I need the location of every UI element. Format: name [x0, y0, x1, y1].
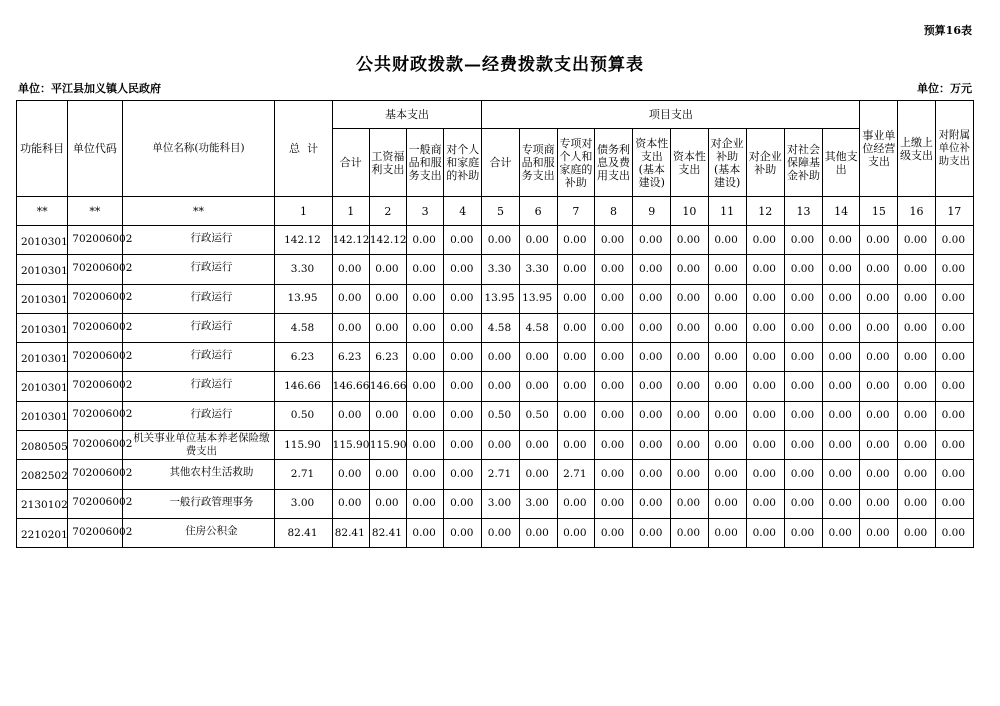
amount-value: 0.00: [332, 313, 369, 342]
amount-value: 0.00: [633, 460, 671, 489]
amount-value: 82.41: [369, 518, 406, 547]
column-index-cell: 8: [594, 197, 632, 226]
amount-value: 0.00: [369, 460, 406, 489]
subheader-cell: 合计: [482, 129, 519, 197]
amount-value: 0.00: [708, 343, 746, 372]
amount-value: 0.00: [671, 226, 708, 255]
column-index-cell: 11: [708, 197, 746, 226]
currency-unit: 单位：万元: [917, 82, 972, 95]
amount-value: 0.00: [407, 518, 444, 547]
amount-value: 4.58: [482, 313, 519, 342]
amount-value: 146.66: [369, 372, 406, 401]
amount-value: 0.00: [557, 343, 594, 372]
amount-value: 0.00: [407, 489, 444, 518]
amount-value: 0.00: [746, 255, 784, 284]
column-index-cell: 9: [633, 197, 671, 226]
unit-name: 其他农村生活救助: [122, 460, 275, 489]
amount-value: 0.00: [633, 284, 671, 313]
unit-code: 702006002: [68, 460, 122, 489]
amount-value: 0.00: [594, 460, 632, 489]
amount-value: 0.00: [746, 431, 784, 460]
subheader-cell: 专项商品和服务支出: [519, 129, 557, 197]
amount-value: 0.00: [633, 255, 671, 284]
amount-value: 0.00: [369, 489, 406, 518]
column-index-cell: 4: [444, 197, 482, 226]
amount-value: 0.00: [444, 313, 482, 342]
table-row: [17, 255, 974, 284]
amount-value: 0.00: [823, 489, 860, 518]
amount-value: 0.00: [708, 255, 746, 284]
amount-value: 0.00: [784, 401, 822, 430]
unit-name: 住房公积金: [122, 518, 275, 547]
amount-value: 0.00: [633, 401, 671, 430]
amount-value: 0.00: [708, 431, 746, 460]
amount-value: 0.00: [823, 343, 860, 372]
amount-value: 0.00: [332, 489, 369, 518]
amount-value: 0.00: [823, 255, 860, 284]
table-row: [17, 343, 974, 372]
column-index-cell: 15: [860, 197, 898, 226]
amount-value: 0.00: [860, 343, 898, 372]
amount-value: 0.00: [784, 255, 822, 284]
amount-value: 0.00: [898, 518, 935, 547]
amount-value: 0.00: [633, 489, 671, 518]
amount-value: 0.00: [935, 489, 973, 518]
amount-value: 0.00: [823, 226, 860, 255]
subheader-cell: 其他支出: [823, 129, 860, 197]
amount-value: 0.00: [557, 255, 594, 284]
func-subject-code: 2130102: [17, 489, 68, 518]
amount-value: 0.00: [860, 489, 898, 518]
func-subject-code: 2010301: [17, 226, 68, 255]
amount-value: 0.00: [633, 518, 671, 547]
amount-value: 0.00: [482, 431, 519, 460]
amount-value: 0.00: [482, 372, 519, 401]
total-value: 142.12: [275, 226, 332, 255]
column-index-cell: 16: [898, 197, 935, 226]
amount-value: 0.50: [482, 401, 519, 430]
amount-value: 142.12: [369, 226, 406, 255]
amount-value: 0.00: [633, 372, 671, 401]
amount-value: 0.00: [708, 489, 746, 518]
amount-value: 0.00: [784, 489, 822, 518]
amount-value: 0.00: [746, 460, 784, 489]
func-subject-code: 2082502: [17, 460, 68, 489]
func-subject-code: 2010301: [17, 401, 68, 430]
amount-value: 4.58: [519, 313, 557, 342]
amount-value: 0.00: [823, 431, 860, 460]
column-index-cell: 12: [746, 197, 784, 226]
amount-value: 0.00: [671, 518, 708, 547]
total-value: 82.41: [275, 518, 332, 547]
amount-value: 0.00: [407, 226, 444, 255]
header-basic-expenditure: 基本支出: [332, 101, 482, 129]
total-value: 13.95: [275, 284, 332, 313]
amount-value: 0.00: [519, 518, 557, 547]
amount-value: 0.00: [860, 518, 898, 547]
amount-value: 0.00: [935, 431, 973, 460]
table-row: [17, 284, 974, 313]
amount-value: 0.00: [594, 518, 632, 547]
amount-value: 0.00: [898, 226, 935, 255]
amount-value: 0.00: [594, 401, 632, 430]
amount-value: 146.66: [332, 372, 369, 401]
amount-value: 0.00: [369, 255, 406, 284]
amount-value: 0.00: [898, 284, 935, 313]
unit-name: 行政运行: [122, 372, 275, 401]
unit-name: 行政运行: [122, 226, 275, 255]
amount-value: 0.00: [898, 372, 935, 401]
subheader-cell: 债务利息及费用支出: [594, 129, 632, 197]
amount-value: 0.00: [898, 431, 935, 460]
amount-value: 0.00: [444, 343, 482, 372]
unit-code: 702006002: [68, 372, 122, 401]
amount-value: 13.95: [519, 284, 557, 313]
amount-value: 0.00: [860, 226, 898, 255]
unit-code: 702006002: [68, 313, 122, 342]
amount-value: 0.00: [746, 313, 784, 342]
unit-code: 702006002: [68, 343, 122, 372]
amount-value: 0.00: [369, 284, 406, 313]
amount-value: 0.00: [671, 284, 708, 313]
amount-value: 0.00: [823, 460, 860, 489]
column-index-cell: **: [17, 197, 68, 226]
unit-code: 702006002: [68, 284, 122, 313]
amount-value: 0.00: [671, 489, 708, 518]
amount-value: 0.00: [746, 401, 784, 430]
amount-value: 0.00: [823, 401, 860, 430]
amount-value: 3.00: [519, 489, 557, 518]
amount-value: 0.00: [935, 401, 973, 430]
amount-value: 0.00: [935, 284, 973, 313]
column-index-cell: 13: [784, 197, 822, 226]
page-title: 公共财政拨款—经费拨款支出预算表: [356, 55, 644, 75]
amount-value: 0.00: [784, 313, 822, 342]
amount-value: 0.00: [519, 226, 557, 255]
amount-value: 0.00: [708, 401, 746, 430]
amount-value: 0.00: [860, 313, 898, 342]
amount-value: 0.00: [444, 431, 482, 460]
func-subject-code: 2010301: [17, 255, 68, 284]
amount-value: 0.00: [860, 460, 898, 489]
amount-value: 0.00: [594, 372, 632, 401]
unit-name: 一般行政管理事务: [122, 489, 275, 518]
amount-value: 0.00: [444, 255, 482, 284]
func-subject-code: 2080505: [17, 431, 68, 460]
func-subject-code: 2010301: [17, 372, 68, 401]
header-biz-ops-expenditure: 事业单位经营支出: [860, 101, 898, 197]
header-remit-expenditure: 上缴上级支出: [898, 101, 935, 197]
amount-value: 0.00: [746, 226, 784, 255]
header-unit-code: 单位代码: [68, 101, 122, 197]
amount-value: 0.00: [557, 372, 594, 401]
header-project-expenditure: 项目支出: [482, 101, 860, 129]
amount-value: 115.90: [369, 431, 406, 460]
column-index-cell: **: [68, 197, 122, 226]
amount-value: 0.00: [407, 284, 444, 313]
amount-value: 13.95: [482, 284, 519, 313]
amount-value: 0.00: [935, 255, 973, 284]
amount-value: 0.00: [332, 401, 369, 430]
amount-value: 0.00: [633, 226, 671, 255]
header-unit-name: 单位名称(功能科目): [122, 101, 275, 197]
column-index-cell: 5: [482, 197, 519, 226]
amount-value: 0.00: [594, 226, 632, 255]
amount-value: 0.00: [594, 255, 632, 284]
unit-code: 702006002: [68, 255, 122, 284]
column-index-cell: 14: [823, 197, 860, 226]
amount-value: 0.00: [860, 372, 898, 401]
form-number: 预算16表: [923, 24, 972, 37]
amount-value: 0.00: [784, 372, 822, 401]
amount-value: 0.00: [784, 284, 822, 313]
amount-value: 0.00: [860, 255, 898, 284]
amount-value: 2.71: [557, 460, 594, 489]
amount-value: 0.00: [407, 431, 444, 460]
amount-value: 0.00: [746, 343, 784, 372]
amount-value: 0.00: [898, 401, 935, 430]
amount-value: 82.41: [332, 518, 369, 547]
amount-value: 0.00: [557, 401, 594, 430]
unit-code: 702006002: [68, 401, 122, 430]
amount-value: 0.00: [898, 343, 935, 372]
amount-value: 0.00: [746, 489, 784, 518]
amount-value: 0.00: [519, 372, 557, 401]
amount-value: 0.00: [860, 431, 898, 460]
amount-value: 0.00: [407, 372, 444, 401]
amount-value: 0.00: [519, 431, 557, 460]
reporting-unit: 单位：平江县加义镇人民政府: [18, 82, 161, 95]
total-value: 3.00: [275, 489, 332, 518]
unit-code: 702006002: [68, 489, 122, 518]
func-subject-code: 2010301: [17, 313, 68, 342]
amount-value: 0.00: [935, 313, 973, 342]
column-index-cell: 10: [671, 197, 708, 226]
func-subject-code: 2210201: [17, 518, 68, 547]
table-row: [17, 401, 974, 430]
column-index-cell: **: [122, 197, 275, 226]
amount-value: 0.00: [784, 460, 822, 489]
amount-value: 0.00: [633, 431, 671, 460]
amount-value: 0.00: [671, 343, 708, 372]
total-value: 6.23: [275, 343, 332, 372]
amount-value: 0.00: [482, 343, 519, 372]
column-index-cell: 17: [935, 197, 973, 226]
amount-value: 0.00: [746, 518, 784, 547]
subheader-cell: 对社会保障基金补助: [784, 129, 822, 197]
table-row: [17, 226, 974, 255]
amount-value: 0.00: [935, 226, 973, 255]
amount-value: 0.00: [557, 284, 594, 313]
amount-value: 0.00: [784, 518, 822, 547]
subheader-cell: 资本性支出(基本建设): [633, 129, 671, 197]
total-value: 0.50: [275, 401, 332, 430]
amount-value: 0.00: [332, 284, 369, 313]
table-row: [17, 460, 974, 489]
amount-value: 142.12: [332, 226, 369, 255]
column-index-cell: 1: [332, 197, 369, 226]
amount-value: 0.00: [898, 313, 935, 342]
amount-value: 0.00: [746, 372, 784, 401]
subheader-cell: 对个人和家庭的补助: [444, 129, 482, 197]
amount-value: 0.00: [671, 431, 708, 460]
amount-value: 0.00: [332, 255, 369, 284]
amount-value: 0.00: [935, 518, 973, 547]
total-value: 4.58: [275, 313, 332, 342]
amount-value: 0.00: [671, 313, 708, 342]
subheader-cell: 对企业补助: [746, 129, 784, 197]
unit-code: 702006002: [68, 518, 122, 547]
budget-table: [16, 100, 974, 548]
amount-value: 0.00: [407, 343, 444, 372]
amount-value: 0.00: [557, 226, 594, 255]
amount-value: 0.00: [407, 401, 444, 430]
column-index-cell: 6: [519, 197, 557, 226]
unit-name: 行政运行: [122, 284, 275, 313]
amount-value: 0.50: [519, 401, 557, 430]
header-total: 总 计: [275, 101, 332, 197]
amount-value: 0.00: [860, 284, 898, 313]
amount-value: 0.00: [708, 372, 746, 401]
total-value: 3.30: [275, 255, 332, 284]
amount-value: 0.00: [708, 313, 746, 342]
amount-value: 0.00: [482, 226, 519, 255]
amount-value: 0.00: [671, 460, 708, 489]
amount-value: 3.00: [482, 489, 519, 518]
unit-code: 702006002: [68, 226, 122, 255]
amount-value: 0.00: [935, 460, 973, 489]
subheader-cell: 一般商品和服务支出: [407, 129, 444, 197]
amount-value: 0.00: [823, 518, 860, 547]
amount-value: 0.00: [708, 460, 746, 489]
amount-value: 0.00: [557, 489, 594, 518]
table-row: [17, 489, 974, 518]
column-index-cell: 2: [369, 197, 406, 226]
amount-value: 0.00: [671, 372, 708, 401]
amount-value: 2.71: [482, 460, 519, 489]
amount-value: 0.00: [557, 313, 594, 342]
amount-value: 0.00: [332, 460, 369, 489]
amount-value: 0.00: [519, 460, 557, 489]
header-subsidiary-subsidy: 对附属单位补助支出: [935, 101, 973, 197]
amount-value: 0.00: [594, 313, 632, 342]
amount-value: 0.00: [898, 460, 935, 489]
total-value: 146.66: [275, 372, 332, 401]
amount-value: 0.00: [708, 226, 746, 255]
subheader-cell: 专项对个人和家庭的补助: [557, 129, 594, 197]
table-row: [17, 372, 974, 401]
column-index-cell: 3: [407, 197, 444, 226]
amount-value: 0.00: [784, 343, 822, 372]
column-index-cell: 1: [275, 197, 332, 226]
amount-value: 0.00: [407, 460, 444, 489]
amount-value: 0.00: [407, 313, 444, 342]
unit-name: 行政运行: [122, 255, 275, 284]
amount-value: 0.00: [444, 372, 482, 401]
amount-value: 0.00: [935, 343, 973, 372]
amount-value: 0.00: [633, 343, 671, 372]
amount-value: 0.00: [594, 343, 632, 372]
amount-value: 115.90: [332, 431, 369, 460]
unit-code: 702006002: [68, 431, 122, 460]
amount-value: 6.23: [332, 343, 369, 372]
amount-value: 0.00: [482, 518, 519, 547]
amount-value: 0.00: [557, 431, 594, 460]
unit-name: 行政运行: [122, 313, 275, 342]
amount-value: 0.00: [444, 226, 482, 255]
subheader-cell: 资本性支出: [671, 129, 708, 197]
amount-value: 0.00: [444, 401, 482, 430]
total-value: 115.90: [275, 431, 332, 460]
subheader-cell: 对企业补助(基本建设): [708, 129, 746, 197]
amount-value: 0.00: [369, 401, 406, 430]
amount-value: 0.00: [369, 313, 406, 342]
amount-value: 0.00: [671, 255, 708, 284]
amount-value: 0.00: [594, 489, 632, 518]
amount-value: 0.00: [444, 489, 482, 518]
amount-value: 0.00: [898, 255, 935, 284]
amount-value: 0.00: [671, 401, 708, 430]
table-row: [17, 431, 974, 460]
amount-value: 0.00: [519, 343, 557, 372]
amount-value: 0.00: [594, 284, 632, 313]
subheader-cell: 合计: [332, 129, 369, 197]
unit-name: 行政运行: [122, 343, 275, 372]
header-func-subject: 功能科目: [17, 101, 68, 197]
amount-value: 0.00: [594, 431, 632, 460]
subheader-cell: 工资福利支出: [369, 129, 406, 197]
amount-value: 0.00: [746, 284, 784, 313]
amount-value: 0.00: [784, 226, 822, 255]
amount-value: 0.00: [823, 313, 860, 342]
amount-value: 0.00: [708, 518, 746, 547]
func-subject-code: 2010301: [17, 284, 68, 313]
amount-value: 0.00: [444, 284, 482, 313]
amount-value: 3.30: [482, 255, 519, 284]
amount-value: 0.00: [898, 489, 935, 518]
amount-value: 0.00: [407, 255, 444, 284]
amount-value: 0.00: [823, 284, 860, 313]
amount-value: 0.00: [444, 460, 482, 489]
amount-value: 0.00: [444, 518, 482, 547]
amount-value: 6.23: [369, 343, 406, 372]
amount-value: 0.00: [823, 372, 860, 401]
func-subject-code: 2010301: [17, 343, 68, 372]
table-row: [17, 313, 974, 342]
column-index-cell: 7: [557, 197, 594, 226]
amount-value: 3.30: [519, 255, 557, 284]
amount-value: 0.00: [557, 518, 594, 547]
amount-value: 0.00: [633, 313, 671, 342]
amount-value: 0.00: [784, 431, 822, 460]
amount-value: 0.00: [708, 284, 746, 313]
total-value: 2.71: [275, 460, 332, 489]
unit-name: 行政运行: [122, 401, 275, 430]
unit-name: 机关事业单位基本养老保险缴费支出: [122, 431, 275, 460]
table-row: [17, 518, 974, 547]
amount-value: 0.00: [860, 401, 898, 430]
amount-value: 0.00: [935, 372, 973, 401]
